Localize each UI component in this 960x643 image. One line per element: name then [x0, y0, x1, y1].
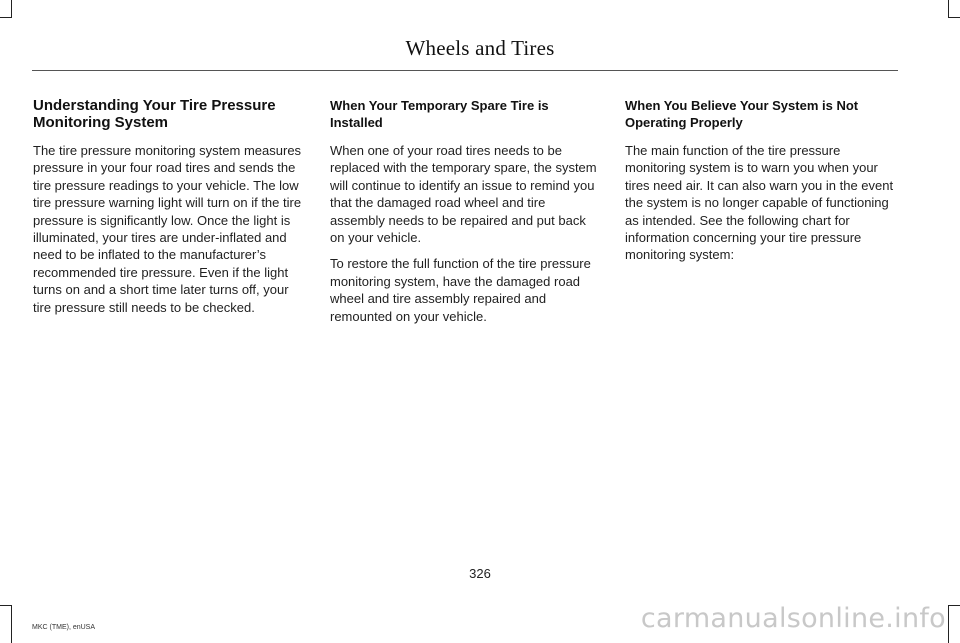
section-heading: When Your Temporary Spare Tire is Installed: [330, 98, 549, 130]
crop-mark-top-right: [948, 0, 949, 18]
column-tpms-understanding: [33, 97, 305, 325]
watermark: carmanualsonline.info: [640, 603, 946, 634]
crop-mark-bottom-left: [11, 605, 12, 643]
page-number: 326: [469, 566, 491, 581]
crop-mark-top-right-h: [948, 17, 960, 18]
page-title: Wheels and Tires: [405, 36, 555, 60]
crop-mark-top-left: [11, 0, 12, 18]
document-code: MKC (TME), enUSA: [32, 624, 96, 631]
body-paragraph: The tire pressure monitoring system measures pressure in your four road tires and sends the tire pressure readings to your vehicle. The low tire pressure warning light will turn on if the tire pressure is significantly low. Once the light is illuminated, your tires are under-inflated and need to be inflated to the manufacturer’s recommended tire pressure. Even if the light turns on and a short time later turns off, your tire pressure still needs to be checked.: [33, 143, 302, 315]
body-paragraph: To restore the full function of the tire pressure monitoring system, have the damaged road wheel and tire assembly repaired and remounted on your vehicle.: [330, 256, 591, 324]
crop-mark-top-left-h: [0, 17, 12, 18]
column-temporary-spare: [330, 97, 602, 334]
header-divider: [32, 70, 898, 71]
crop-mark-bottom-right: [948, 605, 949, 643]
section-heading: Understanding Your Tire Pressure Monitoring System: [33, 97, 276, 131]
body-paragraph: When one of your road tires needs to be replaced with the temporary spare, the system will continue to identify an issue to remind you that the damaged road wheel and tire assembly needs to be repaired and put back on your vehicle.: [330, 143, 597, 246]
crop-mark-bottom-left-h: [0, 605, 12, 606]
section-heading: When You Believe Your System is Not Operating Properly: [625, 98, 859, 130]
crop-mark-bottom-right-h: [948, 605, 960, 606]
column-system-not-operating: [625, 97, 897, 273]
body-paragraph: The main function of the tire pressure monitoring system is to warn you when your tires need air. It can also warn you in the event the system is no longer capable of functioning as intended. See the following chart for information concerning your tire pressure monitoring system:: [625, 143, 894, 263]
